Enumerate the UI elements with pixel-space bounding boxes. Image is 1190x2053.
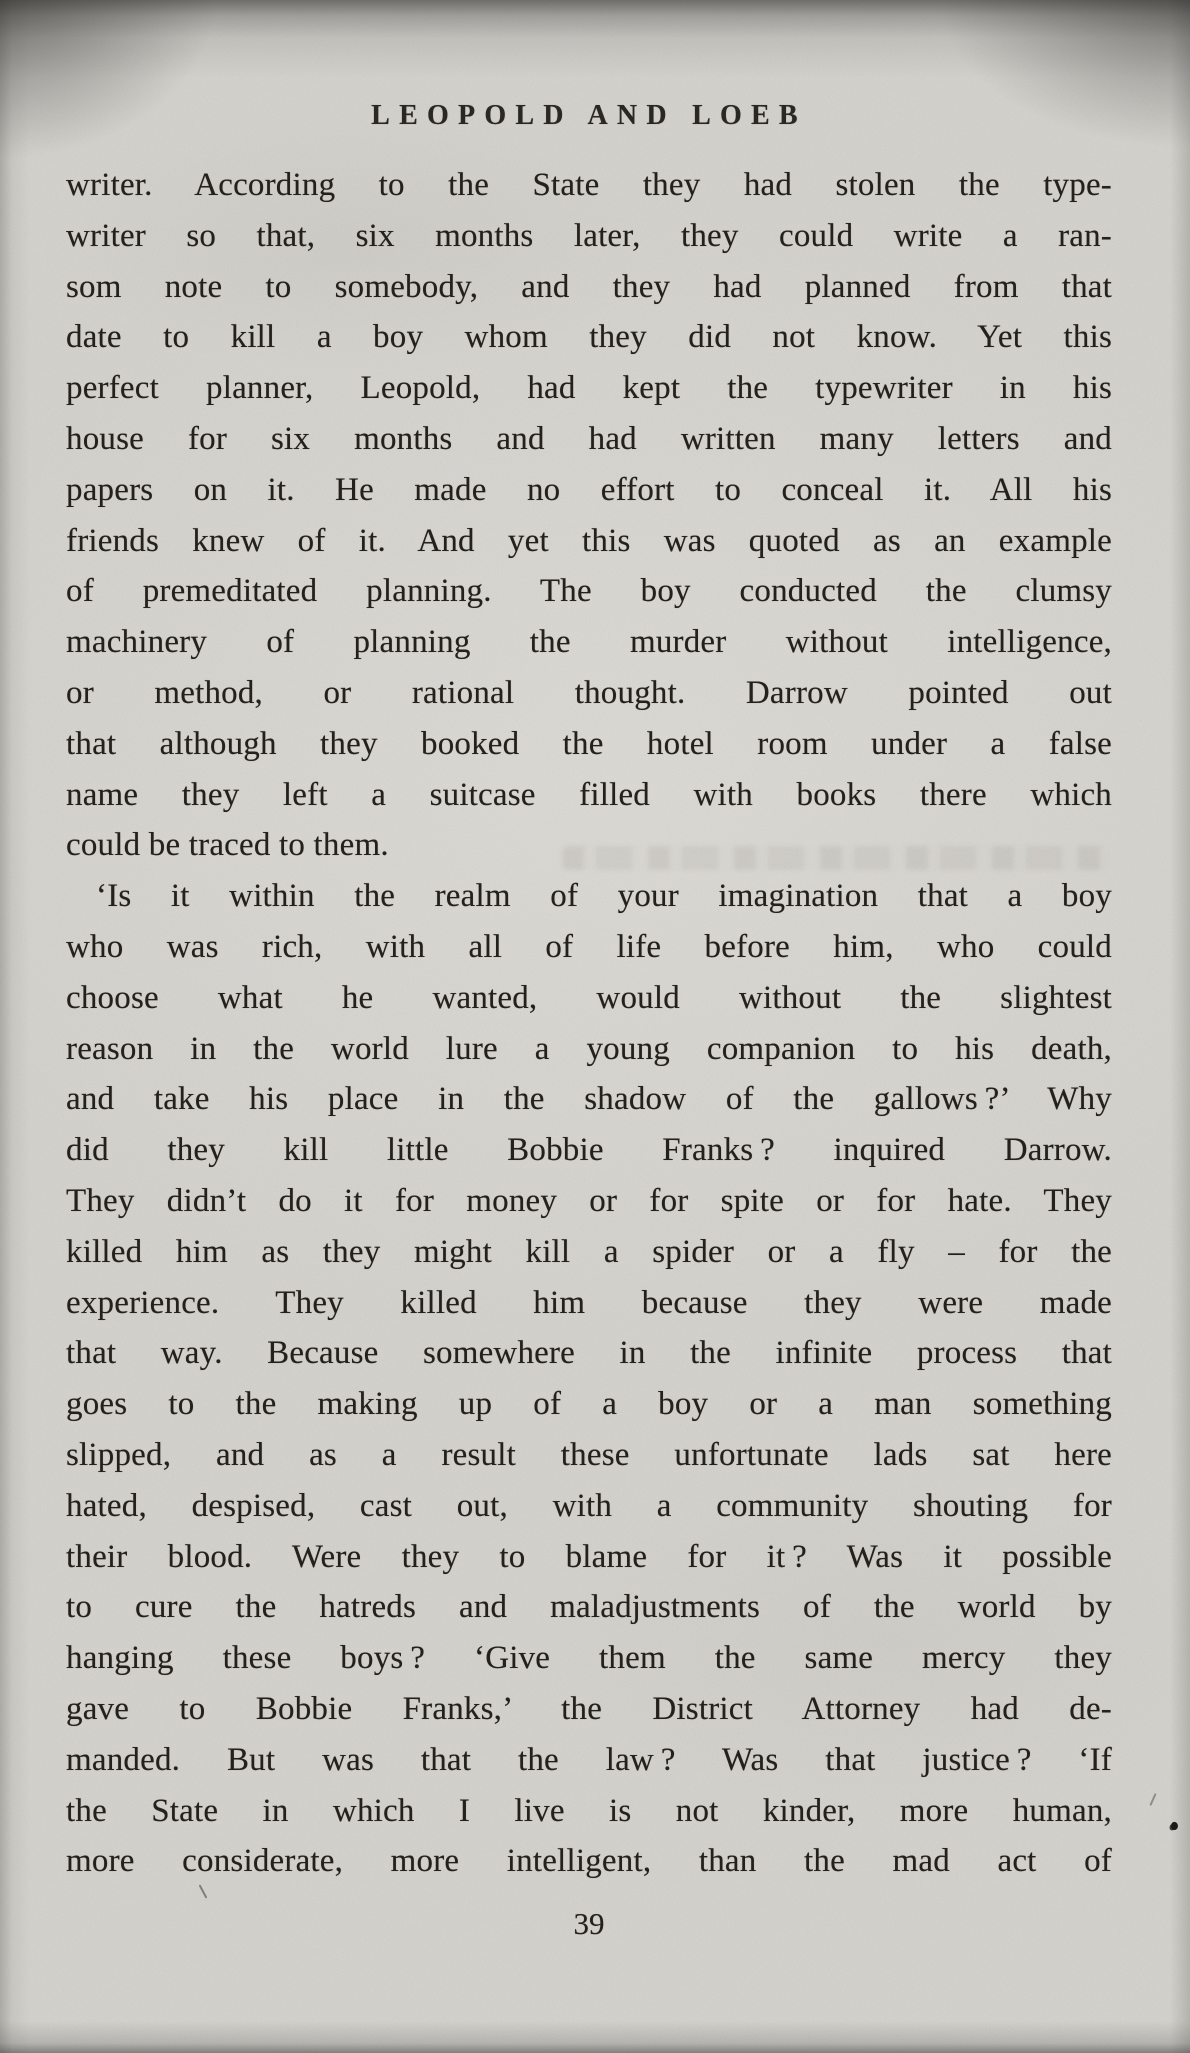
text-line: the State in which I live is not kinder, more human,: [66, 1792, 1112, 1829]
text-line: hanging these boys ? ‘Give them the same mercy they: [66, 1640, 1112, 1677]
text-line: to cure the hatreds and maladjustments of the world by: [66, 1589, 1112, 1626]
text-line: friends knew of it. And yet this was quoted as an example: [66, 522, 1112, 559]
ink-speck: [1170, 1821, 1179, 1831]
text-line: slipped, and as a result these unfortunate lads sat here: [66, 1436, 1112, 1473]
text-line: som note to somebody, and they had planned from that: [66, 268, 1112, 305]
text-line: did they kill little Bobbie Franks ? inquired Darrow.: [66, 1132, 1112, 1169]
text-line: that although they booked the hotel room under a false: [66, 725, 1112, 762]
text-line: reason in the world lure a young companion to his death,: [66, 1030, 1112, 1067]
text-line: killed him as they might kill a spider or a fly – for the: [66, 1233, 1112, 1270]
text-line: hated, despised, cast out, with a community shouting for: [66, 1487, 1112, 1524]
text-line: name they left a suitcase filled with books there which: [66, 776, 1112, 813]
text-line: They didn’t do it for money or for spite or for hate. They: [66, 1182, 1112, 1219]
text-line: writer so that, six months later, they could write a ran-: [66, 217, 1112, 254]
body-text: [66, 160, 1112, 1887]
text-line: who was rich, with all of life before him, who could: [66, 928, 1112, 965]
page-number: 39: [573, 1906, 605, 1941]
text-line: more considerate, more intelligent, than the mad act of: [66, 1843, 1112, 1880]
text-line: that way. Because somewhere in the infinite process that: [66, 1335, 1112, 1372]
text-line: goes to the making up of a boy or a man something: [66, 1386, 1112, 1423]
text-line: could be traced to them.: [66, 827, 389, 864]
text-line: house for six months and had written many letters and: [66, 420, 1112, 457]
text-line: of premeditated planning. The boy conducted the clumsy: [66, 573, 1112, 610]
text-line: date to kill a boy whom they did not know. Yet this: [66, 319, 1112, 356]
text-line: manded. But was that the law ? Was that justice ? ‘If: [66, 1741, 1112, 1778]
text-line: perfect planner, Leopold, had kept the typewriter in his: [66, 370, 1112, 407]
running-head: LEOPOLD AND LOEB: [371, 100, 807, 131]
text-line: ‘Is it within the realm of your imagination that a boy: [96, 878, 1112, 915]
text-line: or method, or rational thought. Darrow pointed out: [66, 674, 1112, 711]
text-line: choose what he wanted, would without the slightest: [66, 979, 1112, 1016]
scratch-mark: [1149, 1793, 1156, 1806]
text-line: experience. They killed him because they were made: [66, 1284, 1112, 1321]
show-through-smudge: [562, 846, 1110, 870]
text-line: writer. According to the State they had stolen the type-: [66, 167, 1112, 203]
text-line: machinery of planning the murder without intelligence,: [66, 624, 1112, 661]
text-line: and take his place in the shadow of the gallows ?’ Why: [66, 1081, 1112, 1118]
text-line: their blood. Were they to blame for it ? Was it possible: [66, 1538, 1112, 1575]
text-line: gave to Bobbie Franks,’ the District Attorney had de-: [66, 1690, 1112, 1727]
text-line: papers on it. He made no effort to conceal it. All his: [66, 471, 1112, 508]
